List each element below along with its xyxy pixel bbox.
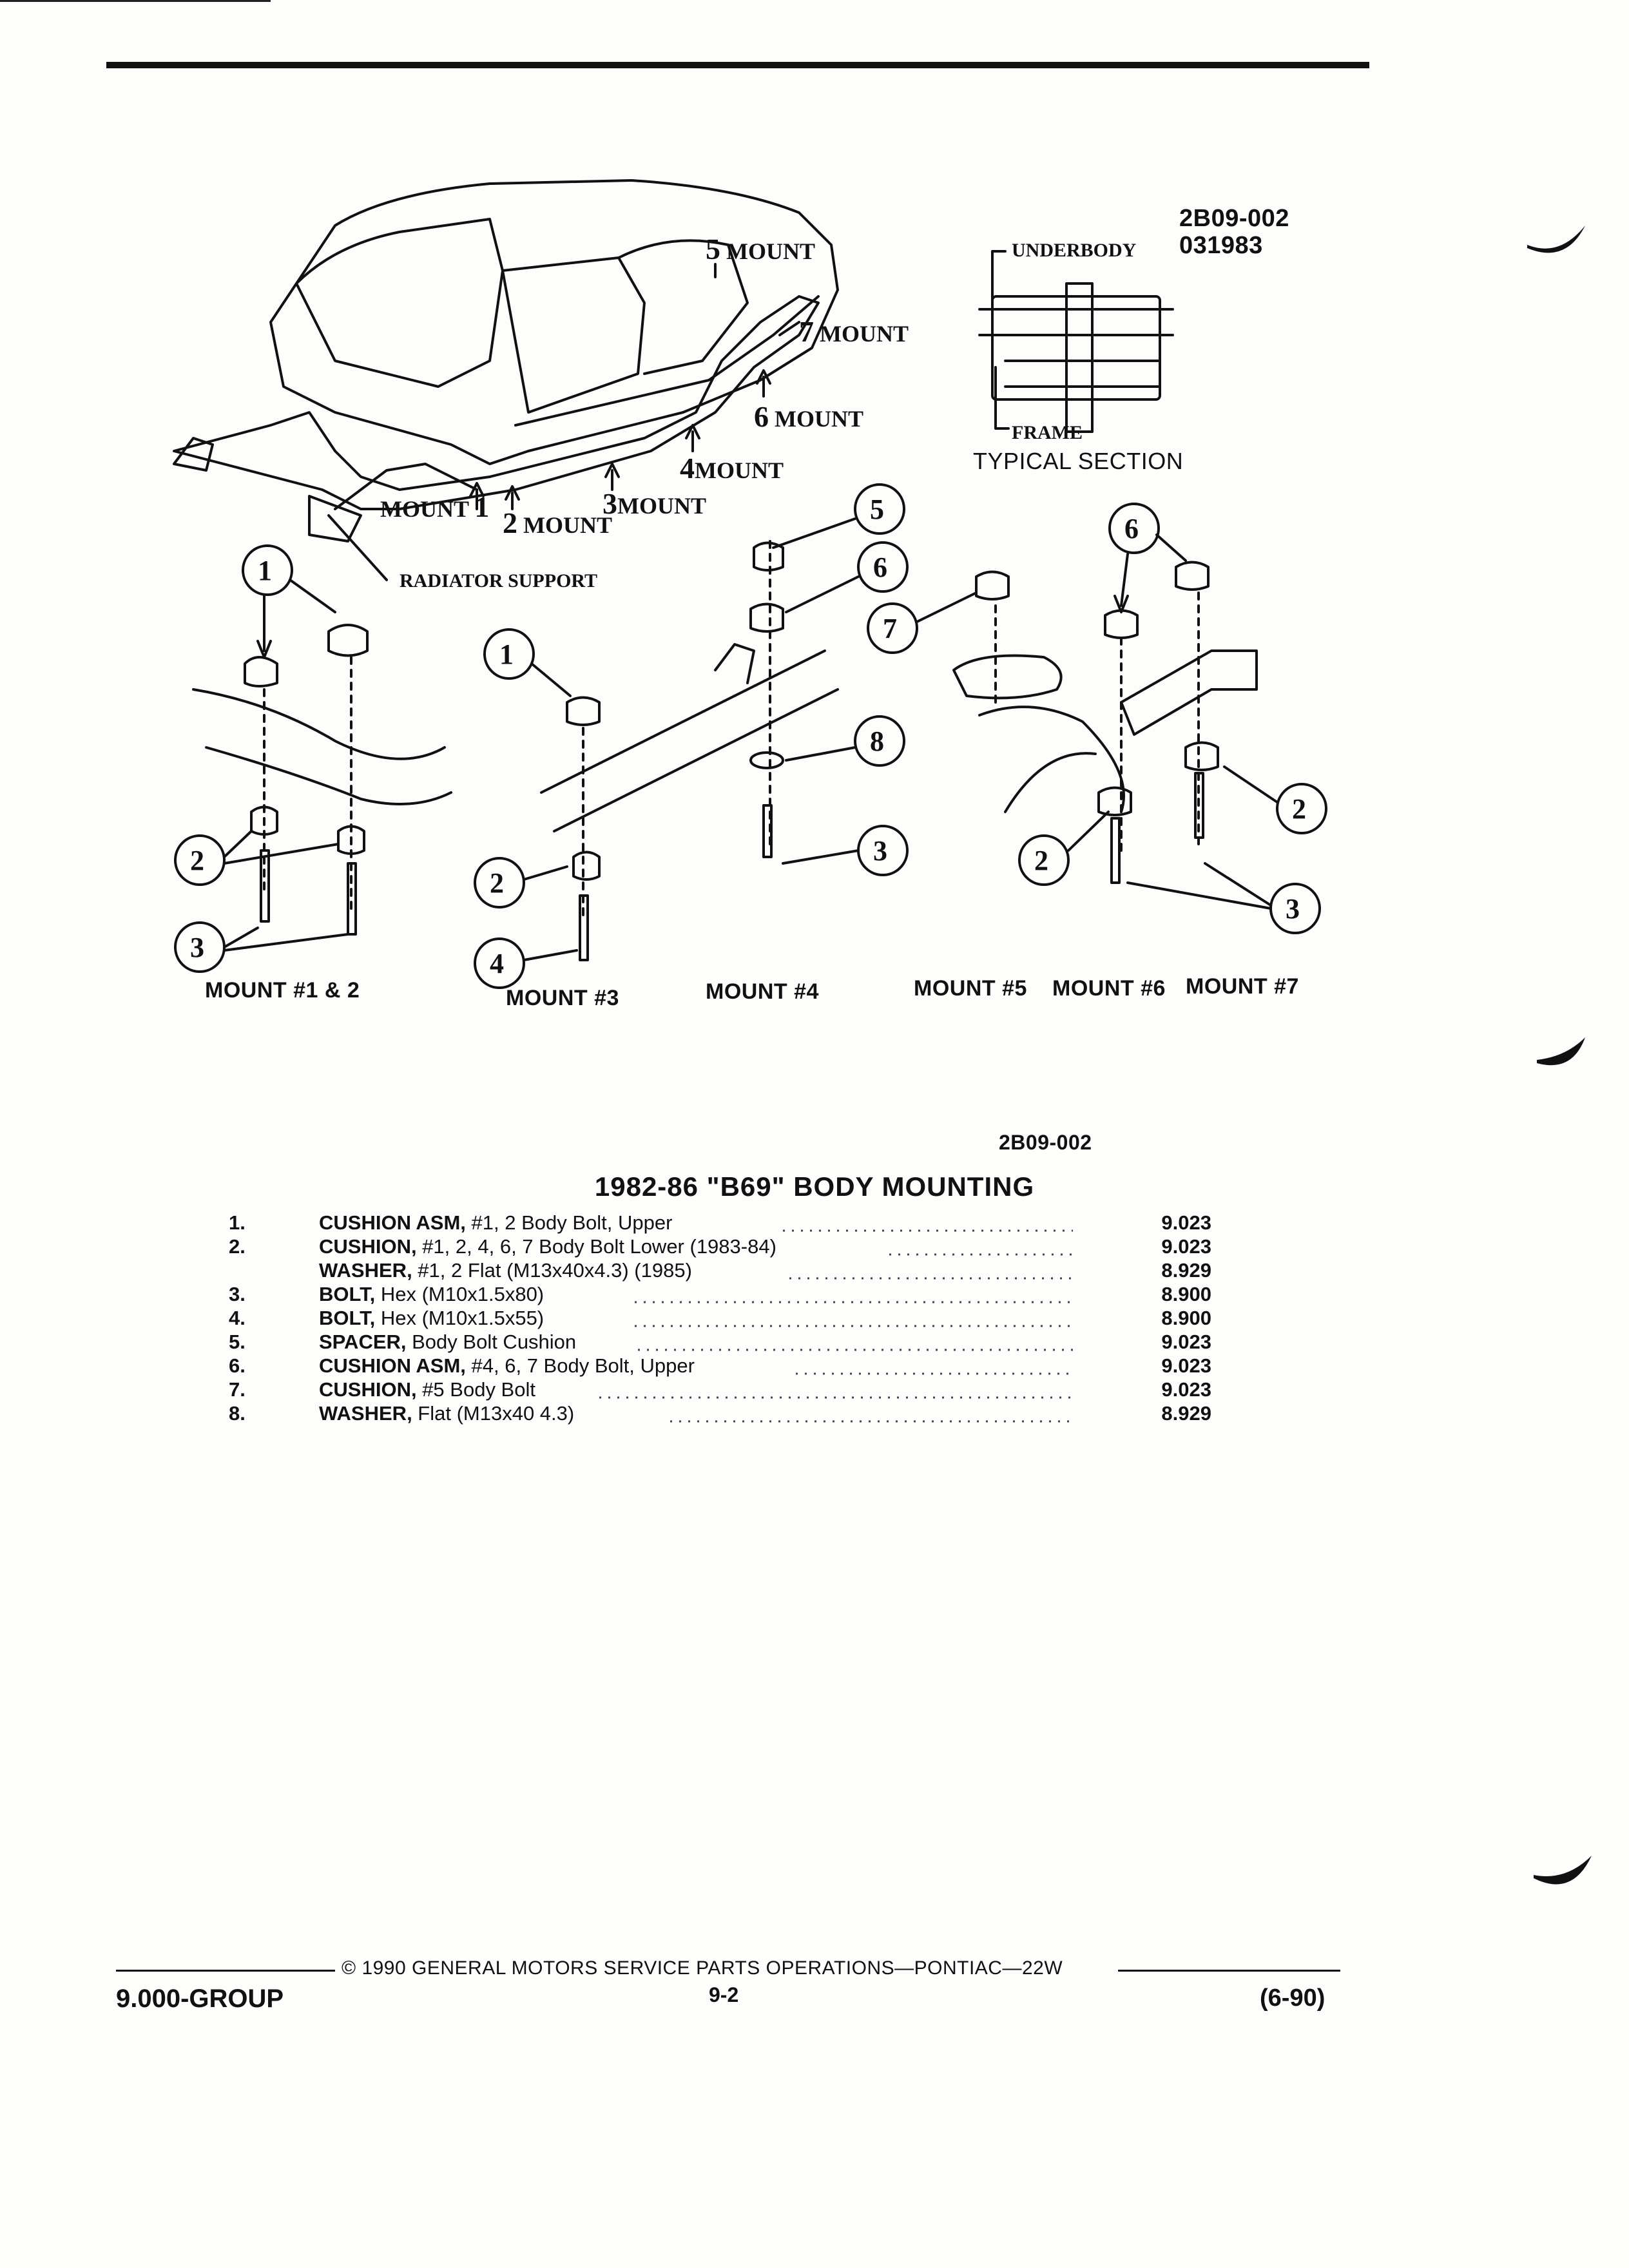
part-group: 9.023 xyxy=(1161,1378,1211,1401)
callout-number: 6 xyxy=(873,552,887,583)
edge-mark xyxy=(1534,1856,1592,1884)
figure-date: 031983 xyxy=(1179,232,1263,259)
mount-3-label: 3MOUNT xyxy=(602,487,706,520)
footer-rule-left xyxy=(116,1970,335,1972)
caption-mount-1-2: MOUNT #1 & 2 xyxy=(205,978,360,1003)
callout-number: 2 xyxy=(1034,845,1048,876)
mount-1-label: MOUNT 1 xyxy=(380,490,490,523)
part-group: 8.900 xyxy=(1161,1307,1211,1329)
callout-number: 6 xyxy=(1124,513,1139,544)
figure-code: 2B09-002 xyxy=(1179,205,1289,232)
edge-mark xyxy=(1527,226,1585,253)
mount-6-label: 6 MOUNT xyxy=(754,400,863,433)
mount-7-label: 7 MOUNT xyxy=(799,315,909,348)
part-number: 8. xyxy=(229,1402,246,1425)
parts-title: 1982-86 "B69" BODY MOUNTING xyxy=(594,1171,1035,1202)
callout-number: 1 xyxy=(258,555,272,586)
callout-number: 8 xyxy=(870,726,884,757)
part-number: 3. xyxy=(229,1283,246,1305)
mount-4-label: 4MOUNT xyxy=(680,452,784,485)
part-group: 8.929 xyxy=(1161,1259,1211,1282)
page-number: 9-2 xyxy=(709,1983,739,2006)
edge-mark xyxy=(1537,1037,1585,1065)
part-group: 9.023 xyxy=(1161,1354,1211,1377)
callout-number: 3 xyxy=(190,932,204,963)
part-description: CUSHION ASM, #1, 2 Body Bolt, Upper xyxy=(319,1211,673,1234)
part-number: 1. xyxy=(229,1211,246,1234)
footer-group: 9.000-GROUP xyxy=(116,1984,284,2013)
caption-mount-7: MOUNT #7 xyxy=(1186,974,1299,999)
part-number: 2. xyxy=(229,1235,246,1258)
callout-number: 7 xyxy=(883,613,897,644)
callout-number: 4 xyxy=(490,948,504,979)
callout-number: 2 xyxy=(1292,793,1306,825)
callout-number: 2 xyxy=(490,867,504,899)
part-group: 9.023 xyxy=(1161,1331,1211,1353)
callout-number: 3 xyxy=(1286,893,1300,925)
radiator-support-label: RADIATOR SUPPORT xyxy=(400,570,598,591)
part-description: WASHER, Flat (M13x40 4.3) xyxy=(319,1402,575,1425)
part-number: 4. xyxy=(229,1307,246,1329)
footer-copyright: © 1990 GENERAL MOTORS SERVICE PARTS OPERATIONS—PONTIAC—22W xyxy=(342,1957,1063,1979)
caption-mount-6: MOUNT #6 xyxy=(1052,976,1166,1001)
part-description: CUSHION ASM, #4, 6, 7 Body Bolt, Upper xyxy=(319,1354,695,1377)
callout-number: 3 xyxy=(873,835,887,867)
callout-number: 1 xyxy=(499,639,514,670)
part-description: CUSHION, #1, 2, 4, 6, 7 Body Bolt Lower (1983-84) xyxy=(319,1235,776,1258)
frame-label: FRAME xyxy=(1012,422,1083,443)
part-description: CUSHION, #5 Body Bolt xyxy=(319,1378,535,1401)
caption-mount-3: MOUNT #3 xyxy=(506,986,619,1010)
callout-number: 5 xyxy=(870,494,884,525)
part-description: BOLT, Hex (M10x1.5x55) xyxy=(319,1307,545,1329)
underbody-label: UNDERBODY xyxy=(1012,240,1137,261)
revision-date: (6-90) xyxy=(1260,1984,1325,2012)
mount-2-label: 2 MOUNT xyxy=(503,506,612,539)
part-number: 5. xyxy=(229,1331,246,1353)
part-number: 7. xyxy=(229,1378,246,1401)
part-description: SPACER, Body Bolt Cushion xyxy=(319,1331,577,1353)
part-group: 9.023 xyxy=(1161,1235,1211,1258)
footer-rule-right xyxy=(1118,1970,1340,1972)
figure-reference: 2B09-002 xyxy=(999,1131,1092,1154)
part-group: 9.023 xyxy=(1161,1211,1211,1234)
part-description: WASHER, #1, 2 Flat (M13x40x4.3) (1985) xyxy=(319,1259,692,1282)
part-description: BOLT, Hex (M10x1.5x80) xyxy=(319,1283,545,1305)
part-number: 6. xyxy=(229,1354,246,1377)
caption-mount-4: MOUNT #4 xyxy=(706,979,819,1004)
part-group: 8.929 xyxy=(1161,1402,1211,1425)
callout-number: 2 xyxy=(190,845,204,876)
mount-5-label: 5 MOUNT xyxy=(706,233,815,265)
caption-mount-5: MOUNT #5 xyxy=(914,976,1027,1001)
part-group: 8.900 xyxy=(1161,1283,1211,1305)
typical-section-label: TYPICAL SECTION xyxy=(973,448,1184,474)
